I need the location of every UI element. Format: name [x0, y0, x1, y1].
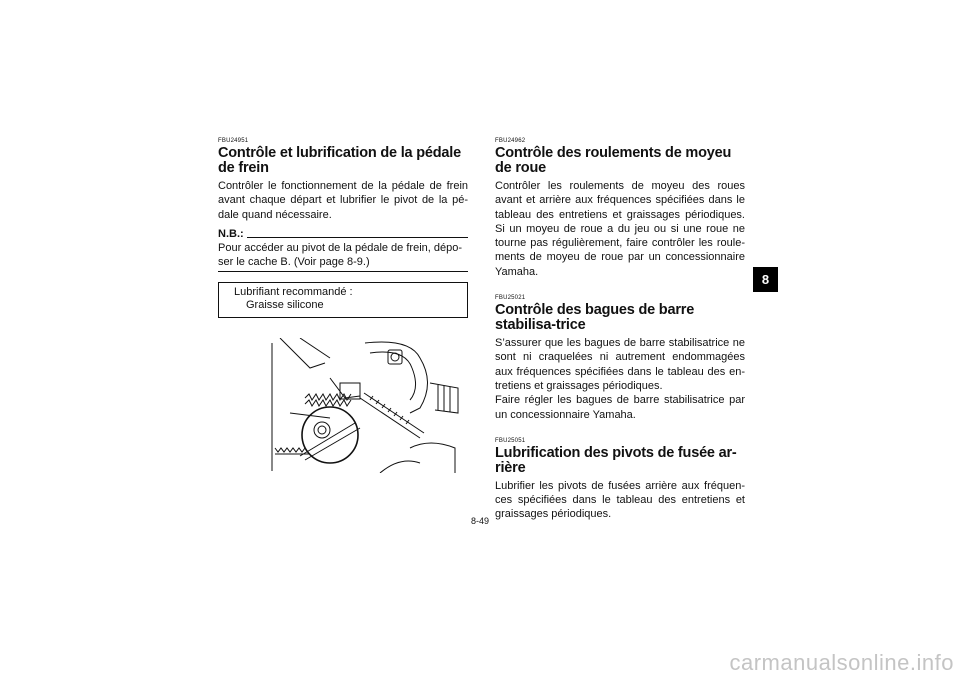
watermark: carmanualsonline.info [729, 650, 954, 675]
chapter-tab: 8 [753, 267, 778, 292]
section-title: Lubrification des pivots de fusée ar-rière [495, 444, 737, 476]
section-title: Contrôle des bagues de barre stabilisa-trice [495, 302, 695, 334]
section-body-2: Faire régler les bagues de barre stabilisatrice par un concessionnaire Yamaha. [495, 394, 745, 421]
right-column [495, 137, 745, 522]
note-block [218, 228, 468, 273]
lubricant-box [218, 282, 468, 318]
lubricant-value: Graisse silicone [246, 299, 324, 312]
page-number: 8-49 [470, 516, 489, 526]
section-code: FBU25021 [495, 295, 526, 302]
section-code: FBU24962 [495, 138, 526, 144]
left-column [218, 137, 468, 318]
section-body: S’assurer que les bagues de barre stabilisatrice ne sont ni craquelées ni autrement endommagées aux fréquences spécifiées dans le tableau des en-tretiens et graissages périodiques. [495, 337, 745, 392]
note-rule [247, 237, 468, 238]
lubricant-label: Lubrifiant recommandé : [234, 286, 353, 299]
section-knuckle-pivots [495, 437, 745, 522]
section-stabilizer-bushings [495, 294, 745, 422]
section-code: FBU24951 [218, 138, 249, 144]
note-label: N.B.: [218, 227, 244, 240]
note-end-rule [218, 271, 468, 272]
section-body: Contrôler les roulements de moyeu des roues avant et arrière aux fréquences spécifiées dans le tableau des entretiens et graissages périodiques. Si un moyeu de roue a du jeu ou si une roue ne tourne pas régulièrement, faire contrôler les roule-ments de moyeu de roue par un concessionnaire Yamaha. [495, 180, 745, 278]
section-title-brake-pedal: Contrôle et lubrification de la pédale de frein [218, 145, 461, 176]
section-body: Lubrifier les pivots de fusées arrière aux fréquen-ces spécifiées dans le tableau des entretiens et graissages périodiques. [495, 479, 745, 521]
note-header [218, 228, 468, 241]
brake-pedal-pivot-illustration [270, 338, 460, 473]
note-text: Pour accéder au pivot de la pédale de frein, dépo-ser le cache B. (Voir page 8-9.) [218, 241, 462, 269]
section-hub-bearings [495, 137, 745, 279]
section-code: FBU25051 [495, 437, 526, 444]
section-title: Contrôle des roulements de moyeu de roue [495, 145, 732, 176]
section-body: Contrôler le fonctionnement de la pédale de frein avant chaque départ et lubrifier le pivot de la pé-dale quand nécessaire. [218, 180, 468, 221]
